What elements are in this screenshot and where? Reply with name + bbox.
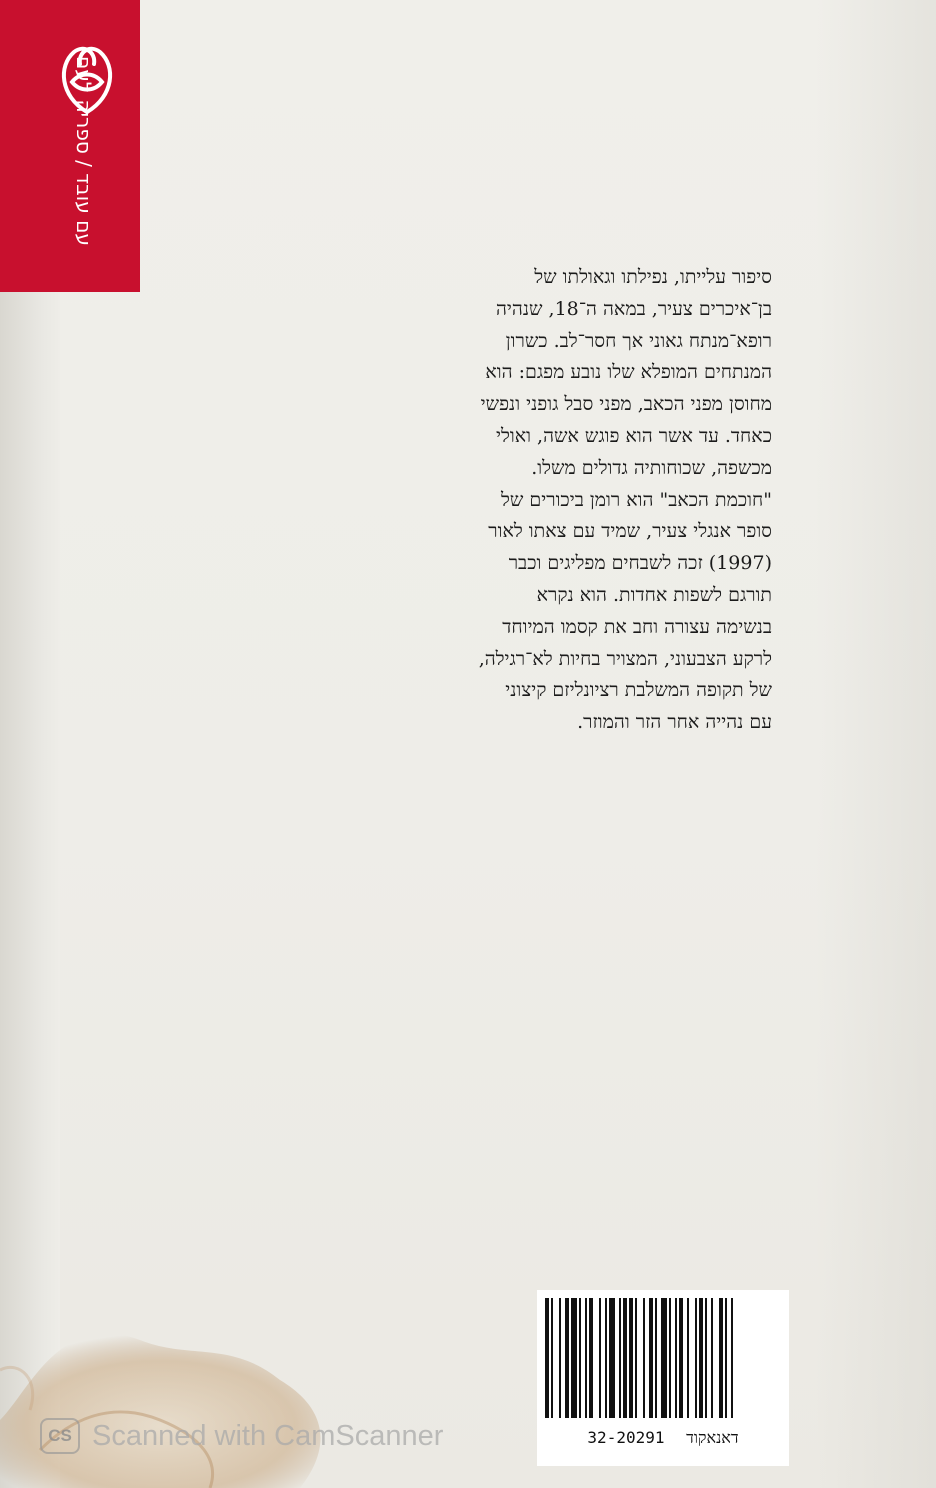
cover-shading bbox=[816, 0, 936, 1488]
barcode-bar bbox=[565, 1298, 569, 1418]
barcode-bar bbox=[559, 1298, 561, 1418]
camscanner-watermark bbox=[40, 1416, 443, 1456]
barcode-bar bbox=[705, 1298, 707, 1418]
barcode-bar bbox=[655, 1298, 657, 1418]
barcode-bar bbox=[711, 1298, 713, 1418]
barcode-bar bbox=[599, 1298, 601, 1418]
blurb-line: סיפור עלייתו, נפילתו וגאולתו של bbox=[534, 266, 772, 288]
barcode-bar bbox=[623, 1298, 627, 1418]
blurb-line: של תקופה המשלבת רציונליזם קיצוני bbox=[505, 679, 772, 702]
barcode-bar bbox=[669, 1298, 671, 1418]
barcode-bar bbox=[545, 1298, 549, 1418]
barcode-bar bbox=[675, 1298, 677, 1418]
publisher-name: עם עובד / ספריה לעם bbox=[72, 56, 96, 246]
blurb-line: מחוסן מפני הכאב, מפני סבל גופני ונפשי bbox=[480, 393, 772, 416]
barcode-bar bbox=[679, 1298, 683, 1418]
blurb-line: עם נהייה אחר הזר והמוזר. bbox=[577, 711, 772, 734]
barcode-bar bbox=[635, 1298, 637, 1418]
barcode-bar bbox=[725, 1298, 727, 1418]
barcode-bar bbox=[629, 1298, 633, 1418]
barcode-caption bbox=[537, 1428, 789, 1448]
watermark-text: Scanned with CamScanner bbox=[92, 1419, 444, 1452]
blurb-line: בן־איכרים צעיר, במאה ה־18, שנהיה bbox=[496, 297, 772, 320]
barcode-bar bbox=[619, 1298, 621, 1418]
barcode-bar bbox=[589, 1298, 593, 1418]
barcode-bar bbox=[605, 1298, 607, 1418]
blurb-line: תורגם לשפות אחדות. הוא נקרא bbox=[536, 583, 772, 606]
barcode-bar bbox=[551, 1298, 553, 1418]
barcode-bar bbox=[661, 1298, 667, 1418]
blurb-line: מכשפה, שכוחותיה גדולים משלו. bbox=[531, 456, 772, 479]
barcode-bar bbox=[643, 1298, 645, 1418]
barcode-bar bbox=[571, 1298, 577, 1418]
barcode-bar bbox=[579, 1298, 581, 1418]
blurb-line: לרקע הצבעוני, המצויר בחיות לא־רגילה, bbox=[478, 647, 772, 670]
blurb-line: רופא־מנתח גאוני אך חסר־לב. כשרון bbox=[505, 329, 772, 352]
barcode-sticker bbox=[537, 1290, 789, 1466]
blurb-line: בנשימה עצורה וחב את קסמו המיוחד bbox=[502, 615, 772, 638]
barcode-bar bbox=[649, 1298, 653, 1418]
water-stain bbox=[0, 1300, 420, 1488]
barcode-bar bbox=[731, 1298, 733, 1418]
barcode-bar bbox=[687, 1298, 689, 1418]
camscanner-icon: CS bbox=[40, 1418, 80, 1454]
blurb-line: כאחד. עד אשר הוא פוגש אשה, ואולי bbox=[496, 424, 772, 447]
publisher-band bbox=[0, 0, 140, 292]
barcode-bar bbox=[699, 1298, 703, 1418]
barcode-icon bbox=[545, 1298, 781, 1418]
back-cover-blurb bbox=[300, 262, 772, 739]
blurb-line: (1997) זכה לשבחים מפליגים וכבר bbox=[508, 552, 772, 575]
barcode-bar bbox=[585, 1298, 587, 1418]
barcode-bar bbox=[609, 1298, 615, 1418]
barcode-label: דאנאקוד bbox=[686, 1428, 739, 1447]
barcode-bar bbox=[695, 1298, 697, 1418]
blurb-line: סופר אנגלי צעיר, שמיד עם צאתו לאור bbox=[488, 520, 772, 543]
barcode-number: 32-20291 bbox=[587, 1428, 665, 1447]
blurb-line: המנתחים המופלא שלו נובע מפגם: הוא bbox=[485, 361, 772, 384]
barcode-bar bbox=[719, 1298, 723, 1418]
blurb-line: "חוכמת הכאב" הוא רומן ביכורים של bbox=[501, 488, 772, 511]
